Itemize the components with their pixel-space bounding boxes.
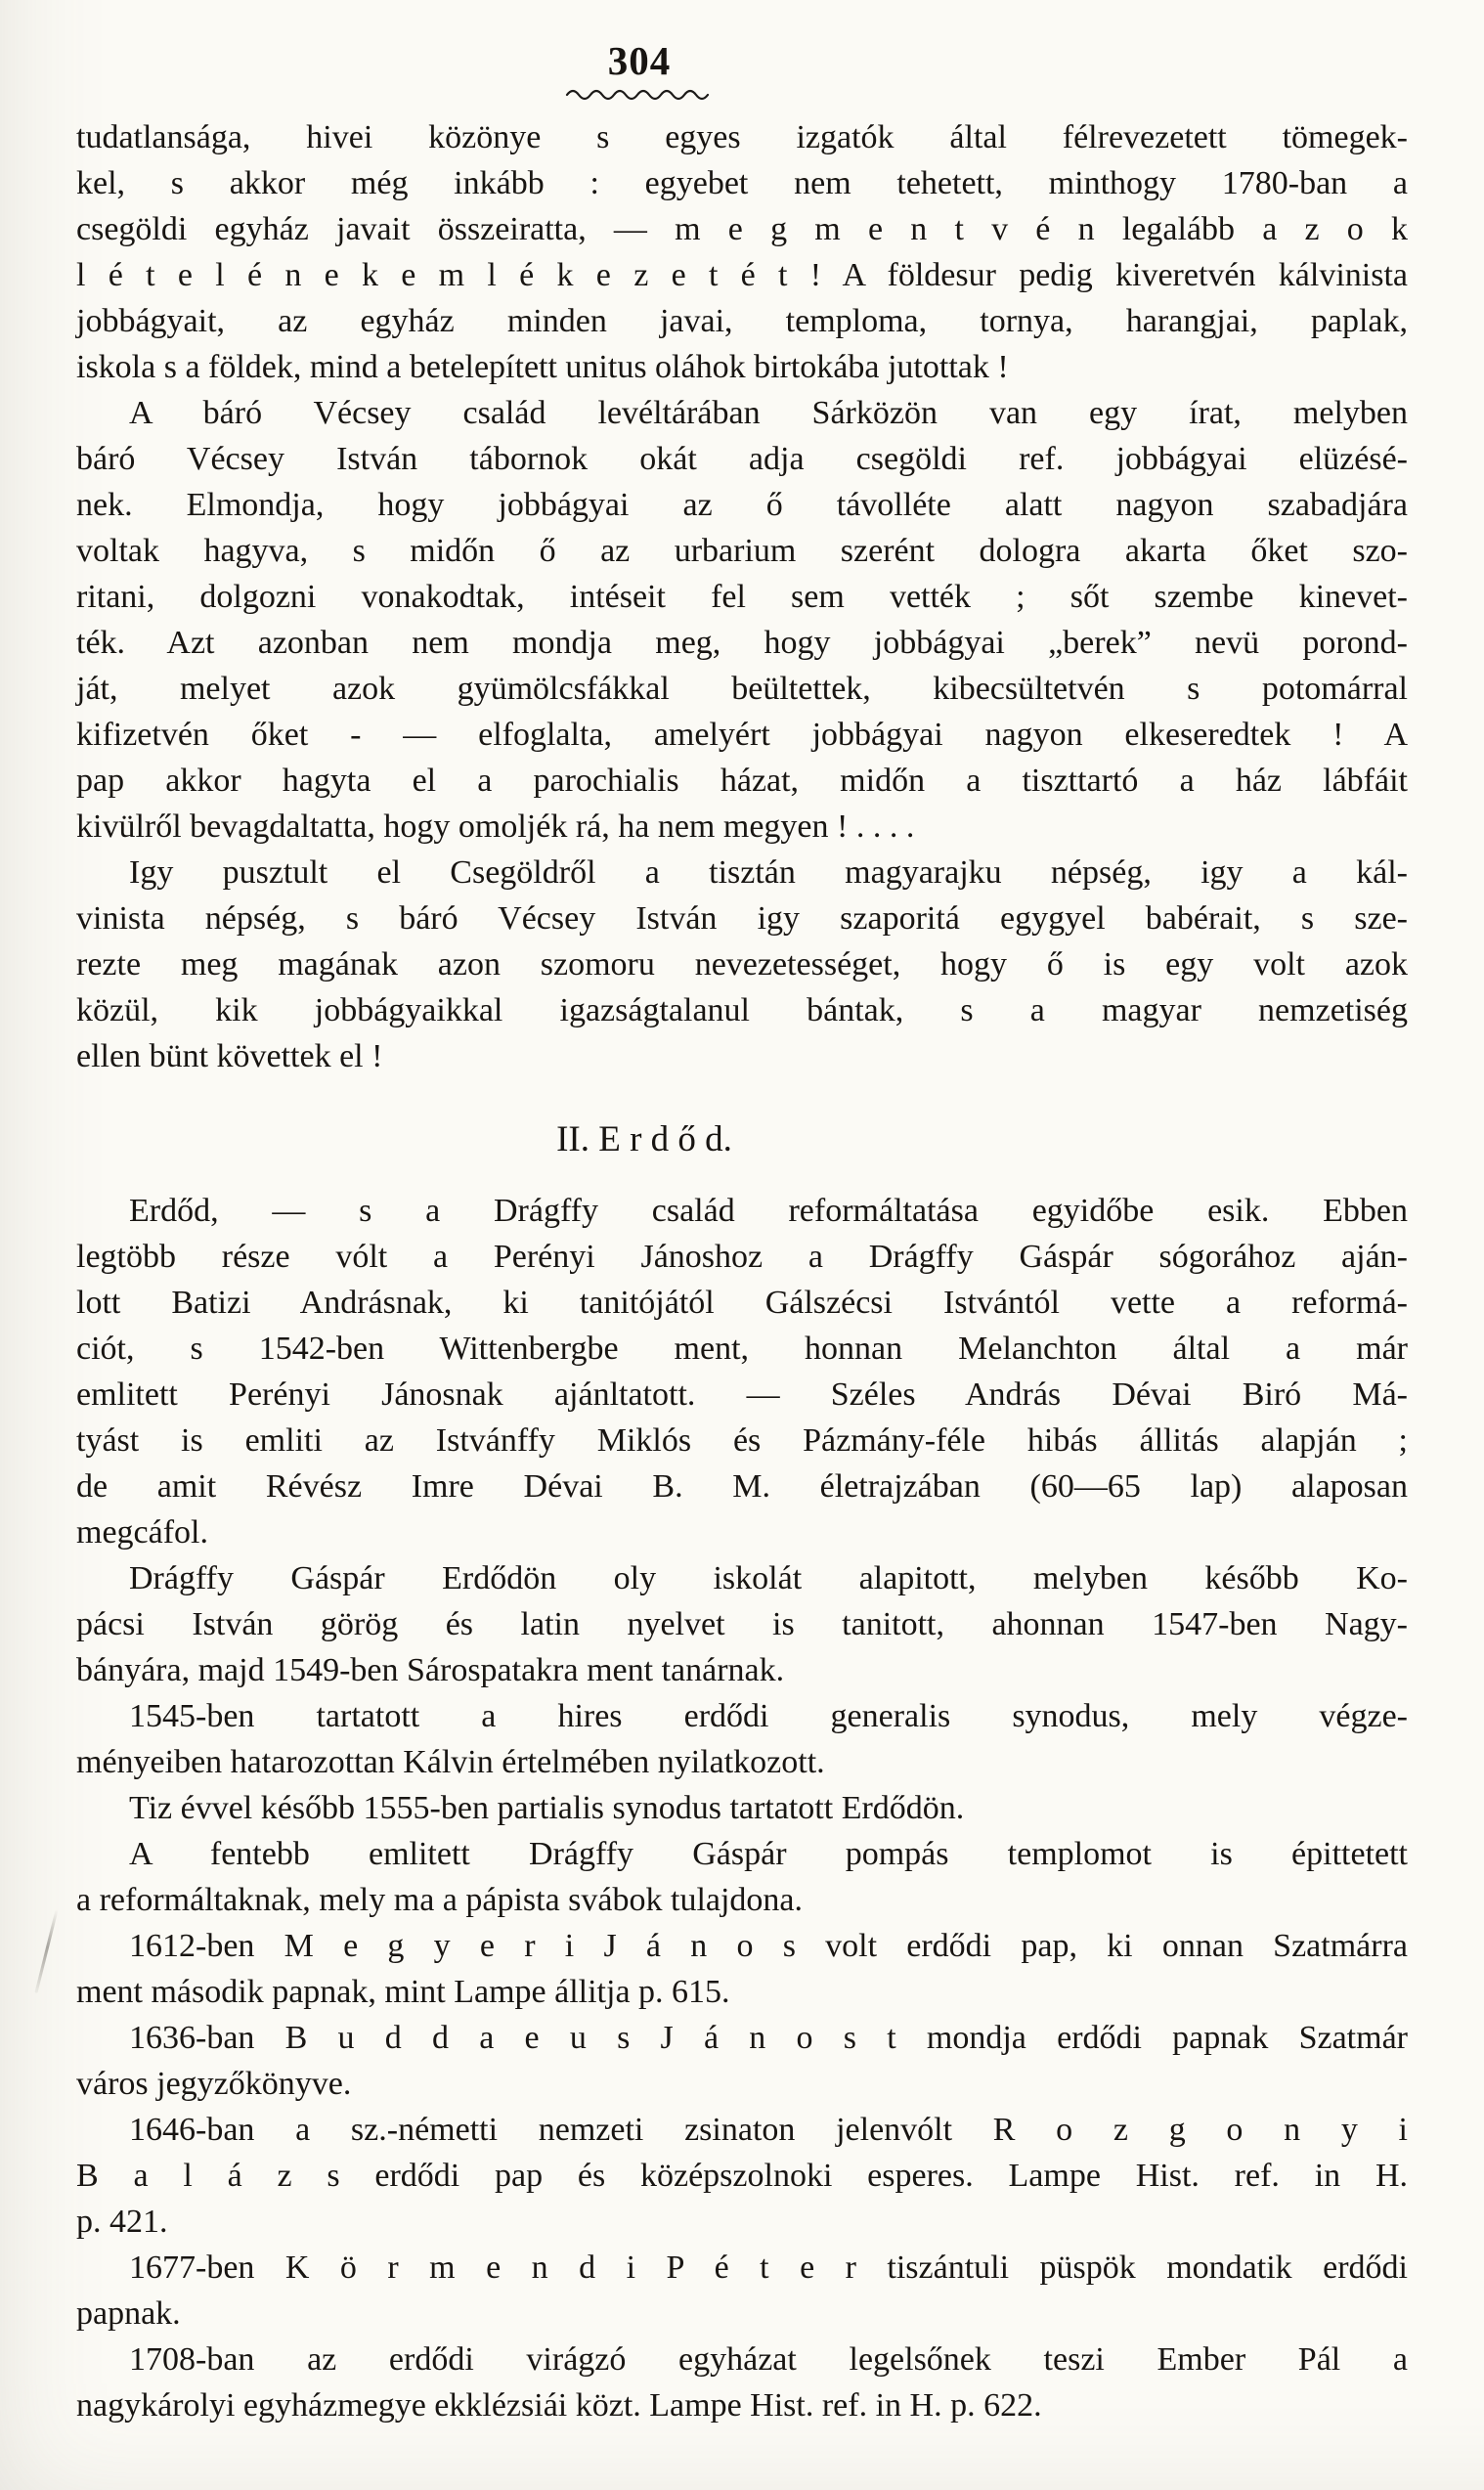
text-line: l é t e l é n e k e m l é k e z e t é t ! A földesur pedig kiveretvén kálvinista <box>76 257 1408 294</box>
text-line: Erdőd, — s a Drágffy család reformáltatása egyidőbe esik. Ebben <box>129 1193 1408 1230</box>
paragraph <box>76 2015 1408 2107</box>
text-line: jobbágyait, az egyház minden javai, temploma, tornya, harangjai, paplak, <box>76 303 1408 340</box>
page-number: 304 <box>607 38 672 83</box>
text-line: 1646-ban a sz.-németti nemzeti zsinaton jelenvólt R o z g o n y i <box>129 2112 1408 2149</box>
text-line: kel, s akkor még inkább : egyebet nem tehetett, minthogy 1780-ban a <box>76 165 1408 202</box>
text-line: p. 421. <box>76 2204 168 2241</box>
paragraph <box>76 1923 1408 2015</box>
text-line: csegöldi egyház javait összeiratta, — m e g m e n t v é n legalább a z o k <box>76 211 1408 248</box>
paragraph <box>76 2245 1408 2337</box>
paragraph <box>76 390 1408 850</box>
text-line: voltak hagyva, s midőn ő az urbarium szerént dologra akarta őket szo- <box>76 533 1408 570</box>
text-line: de amit Révész Imre Dévai B. M. életrajzában (60—65 lap) alaposan <box>76 1468 1408 1506</box>
text-line: vinista népség, s báró Vécsey István igy szaporitá egygyel babérait, s sze- <box>76 900 1408 938</box>
text-line: legtöbb része vólt a Perényi Jánoshoz a Drágffy Gáspár sógorához aján- <box>76 1239 1408 1276</box>
text-line: kifizetvén őket - — elfoglalta, amelyért jobbágyai nagyon elkeseredtek ! A <box>76 717 1408 754</box>
paragraph <box>76 1188 1408 1555</box>
text-line: báró Vécsey István tábornok okát adja csegöldi ref. jobbágyai elüzésé- <box>76 441 1408 478</box>
paragraph <box>76 1693 1408 1785</box>
scan-mark <box>34 1909 58 1993</box>
text-line: ment második papnak, mint Lampe állitja p. 615. <box>76 1974 730 2011</box>
text-line: pácsi István görög és latin nyelvet is tanitott, ahonnan 1547-ben Nagy- <box>76 1606 1408 1643</box>
text-line: nagykárolyi egyházmegye ekklézsiái közt. Lampe Hist. ref. in H. p. 622. <box>76 2387 1042 2424</box>
paragraph <box>76 1785 1408 1831</box>
chapter-heading: II. E r d ő d. <box>556 1119 732 1160</box>
text-line: közül, kik jobbágyaikkal igazságtalanul bántak, s a magyar nemzetiség <box>76 992 1408 1029</box>
text-line: pap akkor hagyta el a parochialis házat, midőn a tiszttartó a ház lábfáit <box>76 763 1408 800</box>
paragraph <box>76 2107 1408 2245</box>
text-line: ményeiben hatarozottan Kálvin értelmében nyilatkozott. <box>76 1744 825 1781</box>
text-line: Drágffy Gáspár Erdődön oly iskolát alapitott, melyben később Ko- <box>129 1560 1408 1597</box>
text-line: 1612-ben M e g y e r i J á n o s volt erdődi pap, ki onnan Szatmárra <box>129 1928 1408 1965</box>
text-line: iskola s a földek, mind a betelepített unitus oláhok birtokába jutottak ! <box>76 349 1009 386</box>
section-erdod-text <box>76 1188 1408 2428</box>
page-header <box>0 39 1305 101</box>
text-line: A fentebb emlitett Drágffy Gáspár pompás templomot is épittetett <box>129 1836 1408 1873</box>
text-line: tyást is emliti az Istvánffy Miklós és Pázmány-féle hibás állitás alapján ; <box>76 1422 1408 1460</box>
text-line: tudatlansága, hivei közönye s egyes izgatók által félrevezetett tömegek- <box>76 119 1408 156</box>
text-line: Tiz évvel később 1555-ben partialis synodus tartatott Erdődön. <box>129 1790 965 1827</box>
text-line: 1545-ben tartatott a hires erdődi generalis synodus, mely végze- <box>129 1698 1408 1735</box>
text-line: B a l á z s erdődi pap és középszolnoki esperes. Lampe Hist. ref. in H. <box>76 2158 1408 2195</box>
text-line: ték. Azt azonban nem mondja meg, hogy jobbágyai „berek” nevü porond- <box>76 625 1408 662</box>
text-line: megcáfol. <box>76 1514 208 1551</box>
text-line: emlitett Perényi Jánosnak ajánltatott. — Széles András Dévai Biró Má- <box>76 1376 1408 1414</box>
text-line: 1636-ban B u d d a e u s J á n o s t mondja erdődi papnak Szatmár <box>129 2020 1408 2057</box>
paragraph <box>76 850 1408 1079</box>
paragraph <box>76 2337 1408 2428</box>
wavy-rule-ornament <box>563 85 716 101</box>
paragraph <box>76 114 1408 390</box>
text-line: A báró Vécsey család levéltárában Sárközön van egy írat, melyben <box>129 395 1408 432</box>
text-line: 1708-ban az erdődi virágzó egyházat legelsőnek teszi Ember Pál a <box>129 2341 1408 2379</box>
text-line: kivülről bevagdaltatta, hogy omoljék rá, ha nem megyen ! . . . . <box>76 808 915 846</box>
section-csegold-text <box>76 114 1408 1079</box>
text-line: Igy pusztult el Csegöldről a tisztán magyarajku népség, igy a kál- <box>129 854 1408 892</box>
paragraph <box>76 1831 1408 1923</box>
text-line: lott Batizi Andrásnak, ki tanitójától Gálszécsi Istvántól vette a reformá- <box>76 1285 1408 1322</box>
text-line: rezte meg magának azon szomoru nevezetességet, hogy ő is egy volt azok <box>76 946 1408 983</box>
text-block <box>76 114 1408 2428</box>
text-line: a reformáltaknak, mely ma a pápista svábok tulajdona. <box>76 1882 804 1919</box>
text-line: nek. Elmondja, hogy jobbágyai az ő távolléte alatt nagyon szabadjára <box>76 487 1408 524</box>
text-line: ciót, s 1542-ben Wittenbergbe ment, honnan Melanchton által a már <box>76 1331 1408 1368</box>
text-line: város jegyzőkönyve. <box>76 2066 352 2103</box>
paragraph <box>76 1555 1408 1693</box>
text-line: ját, melyet azok gyümölcsfákkal beültettek, kibecsültetvén s potomárral <box>76 671 1408 708</box>
text-line: bányára, majd 1549-ben Sárospatakra ment tanárnak. <box>76 1652 785 1689</box>
text-line: papnak. <box>76 2295 181 2333</box>
text-line: ellen bünt követtek el ! <box>76 1038 383 1075</box>
text-line: 1677-ben K ö r m e n d i P é t e r tiszántuli püspök mondatik erdődi <box>129 2250 1408 2287</box>
text-line: ritani, dolgozni vonakodtak, intéseit fel sem vették ; sőt szembe kinevet- <box>76 579 1408 616</box>
